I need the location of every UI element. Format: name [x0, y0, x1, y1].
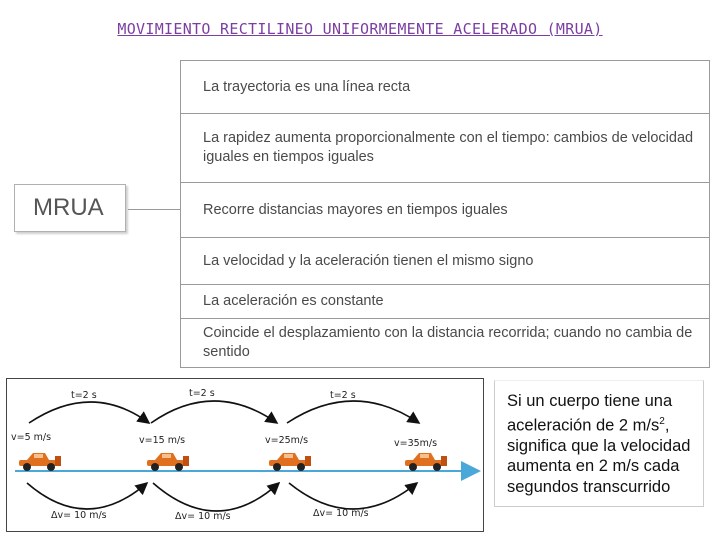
note-superscript: 2 [659, 415, 665, 427]
velocity-label: v=25m/s [265, 435, 309, 446]
note-line [507, 412, 693, 436]
time-arc [29, 402, 149, 423]
properties-panel [180, 60, 710, 368]
property-text: La aceleración es constante [203, 293, 384, 309]
time-label: t=2 s [189, 388, 215, 399]
acceleration-note [494, 380, 704, 506]
car-icon [405, 453, 447, 471]
property-text: Coincide el desplazamiento con la distancia recorrida; cuando no cambia de sentido [203, 325, 693, 360]
connector-line [128, 209, 180, 210]
velocity-label: v=35m/s [394, 438, 438, 449]
property-row [181, 183, 709, 238]
mrua-label-box [14, 184, 126, 232]
motion-diagram-svg [7, 379, 483, 531]
property-text: La velocidad y la aceleración tienen el mismo signo [203, 252, 534, 269]
property-row [181, 285, 709, 319]
note-line: significa que la velocidad [507, 436, 691, 455]
velocity-arc [153, 483, 279, 511]
page-title: MOVIMIENTO RECTILINEO UNIFORMEMENTE ACELERADO (MRUA) [117, 20, 603, 38]
delta-label: Δv= 10 m/s [175, 511, 231, 522]
velocity-arc [27, 483, 147, 509]
property-text: Recorre distancias mayores en tiempos iguales [203, 201, 508, 218]
velocity-label: v=15 m/s [139, 435, 186, 446]
property-text: La trayectoria es una línea recta [203, 78, 411, 95]
note-comma: , [664, 416, 670, 434]
time-label: t=2 s [71, 390, 97, 401]
property-row [181, 114, 709, 183]
note-line: Si un cuerpo tiene una [507, 392, 673, 410]
car-icon [269, 453, 311, 471]
delta-label: Δv= 10 m/s [51, 510, 107, 521]
property-text: La rapidez aumenta proporcionalmente con el tiempo: cambios de velocidad iguales en tiempos iguales [203, 130, 694, 165]
property-row [181, 319, 709, 367]
time-label: t=2 s [330, 390, 356, 401]
note-text: aceleración de 2 m/s [507, 416, 660, 434]
car-icon [147, 453, 189, 471]
note-line: aumenta en 2 m/s cada [507, 457, 680, 475]
velocity-arc [289, 483, 417, 509]
property-row [181, 238, 709, 285]
note-line: segundos transcurrido [507, 477, 671, 496]
car-icon [19, 453, 61, 471]
delta-label: Δv= 10 m/s [313, 508, 369, 519]
mrua-label: MRUA [33, 194, 104, 221]
time-arc [151, 401, 277, 423]
motion-diagram [6, 378, 484, 532]
property-row [181, 61, 709, 114]
velocity-label: v=5 m/s [11, 432, 52, 443]
time-arc [287, 401, 419, 423]
